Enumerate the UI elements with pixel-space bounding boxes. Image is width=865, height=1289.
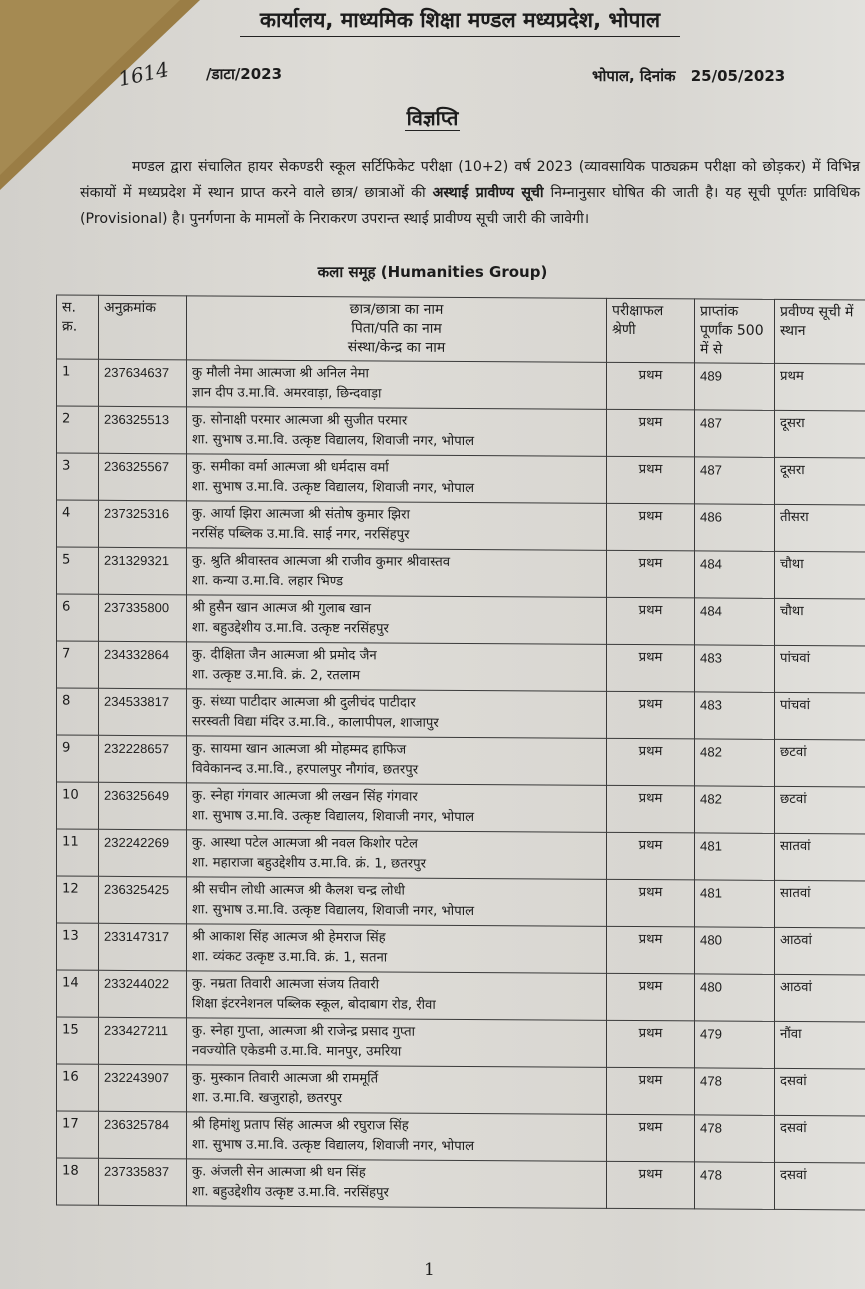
school-name: शिक्षा इंटरनेशनल पब्लिक स्कूल, बोदाबाग रोड, रीवा bbox=[192, 996, 436, 1013]
cell-grade: प्रथम bbox=[607, 691, 695, 739]
school-name: शा. सुभाष उ.मा.वि. उत्कृष्ट विद्यालय, शिवाजी नगर, भोपाल bbox=[192, 479, 475, 497]
cell-grade: प्रथम bbox=[607, 785, 695, 833]
cell-grade: प्रथम bbox=[607, 597, 695, 645]
school-name: सरस्वती विद्या मंदिर उ.मा.वि., कालापीपल, शाजापुर bbox=[192, 714, 439, 731]
cell-marks: 483 bbox=[695, 645, 775, 692]
table-row bbox=[57, 500, 865, 552]
cell-rank: छटवां bbox=[775, 786, 865, 834]
school-name: शा. उत्कृष्ट उ.मा.वि. क्रं. 2, रतलाम bbox=[192, 667, 361, 684]
header-name bbox=[187, 296, 607, 363]
cell-student bbox=[187, 689, 607, 739]
cell-marks: 481 bbox=[695, 880, 775, 927]
cell-student bbox=[187, 501, 607, 551]
header-roll: अनुक्रमांक bbox=[99, 295, 187, 360]
table-row bbox=[57, 923, 865, 975]
student-name: कु. सोनाक्षी परमार आत्मजा श्री सुजीत परमार bbox=[192, 412, 408, 429]
cell-student bbox=[187, 971, 607, 1021]
student-name: कु. दीक्षिता जैन आत्मजा श्री प्रमोद जैन bbox=[192, 647, 377, 664]
student-name: कु. मुस्कान तिवारी आत्मजा श्री राममूर्ति bbox=[192, 1070, 379, 1087]
cell-grade: प्रथम bbox=[607, 409, 695, 457]
cell-rank: पांचवां bbox=[775, 645, 865, 693]
school-name: शा. व्यंकट उत्कृष्ट उ.मा.वि. क्रं. 1, सतना bbox=[192, 949, 388, 966]
table-row bbox=[57, 453, 865, 505]
cell-student bbox=[187, 877, 607, 927]
cell-student bbox=[187, 360, 607, 410]
cell-student bbox=[187, 783, 607, 833]
cell-roll-number: 236325425 bbox=[99, 876, 187, 924]
school-name: शा. सुभाष उ.मा.वि. उत्कृष्ट विद्यालय, शिवाजी नगर, भोपाल bbox=[192, 902, 475, 920]
cell-marks: 478 bbox=[695, 1068, 775, 1115]
cell-grade: प्रथम bbox=[607, 1161, 695, 1209]
cell-marks: 482 bbox=[695, 786, 775, 833]
cell-grade: प्रथम bbox=[607, 1020, 695, 1068]
cell-sno: 7 bbox=[57, 641, 99, 688]
cell-rank: नौंवा bbox=[775, 1021, 865, 1069]
notice-title bbox=[0, 104, 865, 131]
school-name: नवज्योति एकेडमी उ.मा.वि. मानपुर, उमरिया bbox=[192, 1043, 402, 1060]
school-name: शा. महाराजा बहुउद्देशीय उ.मा.वि. क्रं. 1, छतरपुर bbox=[192, 855, 427, 872]
paragraph-bold-text: अस्थाई प्रावीण्य सूची bbox=[432, 185, 544, 201]
paragraph-text-2: निम्नानुसार घोषित की जाती है। यह सूची पूर्णतः प्राविधिक (Provisional) है। पुनर्गणना के मामलों के निराकरण उपरान्त स्थाई प्रावीण्य सूची जारी की जावेगी। bbox=[80, 185, 860, 227]
cell-roll-number: 234533817 bbox=[99, 688, 187, 736]
table-row bbox=[57, 876, 865, 928]
table-row bbox=[57, 594, 865, 646]
table-row bbox=[57, 735, 865, 787]
school-name: शा. बहुउद्देशीय उत्कृष्ट उ.मा.वि. नरसिंहपुर bbox=[192, 1184, 389, 1201]
cell-rank: पांचवां bbox=[775, 692, 865, 740]
table-row bbox=[57, 829, 865, 881]
student-name: कु. आर्या झिरा आत्मजा श्री संतोष कुमार झिरा bbox=[192, 506, 410, 523]
table-header-row bbox=[57, 295, 865, 364]
cell-grade: प्रथम bbox=[607, 738, 695, 786]
cell-grade: प्रथम bbox=[607, 644, 695, 692]
cell-marks: 480 bbox=[695, 974, 775, 1021]
cell-student bbox=[187, 595, 607, 645]
cell-grade: प्रथम bbox=[607, 879, 695, 927]
office-title: कार्यालय, माध्यमिक शिक्षा मण्डल मध्यप्रदेश, भोपाल bbox=[240, 6, 680, 37]
cell-grade: प्रथम bbox=[607, 926, 695, 974]
cell-sno: 2 bbox=[57, 406, 99, 453]
cell-rank: दसवां bbox=[775, 1115, 865, 1163]
cell-sno: 14 bbox=[57, 970, 99, 1017]
cell-sno: 5 bbox=[57, 547, 99, 594]
cell-roll-number: 236325784 bbox=[99, 1111, 187, 1159]
notice-paragraph bbox=[80, 154, 860, 232]
cell-grade: प्रथम bbox=[607, 973, 695, 1021]
cell-student bbox=[187, 736, 607, 786]
cell-student bbox=[187, 548, 607, 598]
cell-grade: प्रथम bbox=[607, 362, 695, 410]
cell-marks: 484 bbox=[695, 551, 775, 598]
cell-marks: 486 bbox=[695, 504, 775, 551]
cell-marks: 482 bbox=[695, 739, 775, 786]
cell-rank: आठवां bbox=[775, 974, 865, 1022]
cell-rank: दसवां bbox=[775, 1162, 865, 1210]
handwritten-reference: 1614 bbox=[116, 56, 171, 92]
cell-sno: 17 bbox=[57, 1111, 99, 1158]
student-name: श्री हिमांशु प्रताप सिंह आत्मज श्री रघुराज सिंह bbox=[192, 1117, 409, 1134]
cell-sno: 8 bbox=[57, 688, 99, 735]
cell-student bbox=[187, 1018, 607, 1068]
cell-roll-number: 236325649 bbox=[99, 782, 187, 830]
table-row bbox=[57, 1111, 865, 1163]
table-row bbox=[57, 406, 865, 458]
cell-sno: 1 bbox=[57, 359, 99, 406]
table-row bbox=[57, 641, 865, 693]
cell-sno: 3 bbox=[57, 453, 99, 500]
cell-student bbox=[187, 407, 607, 457]
cell-marks: 487 bbox=[695, 410, 775, 457]
cell-marks: 483 bbox=[695, 692, 775, 739]
cell-roll-number: 231329321 bbox=[99, 547, 187, 595]
table-row bbox=[57, 1064, 865, 1116]
folded-corner-shadow bbox=[0, 0, 180, 175]
cell-sno: 4 bbox=[57, 500, 99, 547]
header-marks: प्राप्तांक पूर्णांक 500 में से bbox=[695, 299, 775, 363]
cell-student bbox=[187, 1159, 607, 1209]
cell-marks: 478 bbox=[695, 1115, 775, 1162]
school-name: नरसिंह पब्लिक उ.मा.वि. साई नगर, नरसिंहपुर bbox=[192, 526, 410, 543]
group-title: कला समूह (Humanities Group) bbox=[317, 263, 548, 281]
table-row bbox=[57, 547, 865, 599]
cell-sno: 10 bbox=[57, 782, 99, 829]
cell-marks: 479 bbox=[695, 1021, 775, 1068]
cell-rank: छटवां bbox=[775, 739, 865, 787]
student-name: श्री सचीन लोधी आत्मज श्री कैलश चन्द्र लोधी bbox=[192, 882, 405, 899]
student-name: कु. स्नेहा गुप्ता, आत्मजा श्री राजेन्द्र प्रसाद गुप्ता bbox=[192, 1023, 415, 1040]
cell-roll-number: 237325316 bbox=[99, 500, 187, 548]
cell-grade: प्रथम bbox=[607, 456, 695, 504]
place-date-label: भोपाल, दिनांक bbox=[592, 67, 676, 85]
cell-marks: 480 bbox=[695, 927, 775, 974]
cell-roll-number: 232243907 bbox=[99, 1064, 187, 1112]
table-row bbox=[57, 1017, 865, 1069]
cell-roll-number: 237634637 bbox=[99, 359, 187, 407]
cell-sno: 18 bbox=[57, 1158, 99, 1205]
cell-grade: प्रथम bbox=[607, 1067, 695, 1115]
cell-sno: 6 bbox=[57, 594, 99, 641]
school-name: शा. सुभाष उ.मा.वि. उत्कृष्ट विद्यालय, शिवाजी नगर, भोपाल bbox=[192, 808, 475, 826]
student-name: कु. समीका वर्मा आत्मजा श्री धर्मदास वर्मा bbox=[192, 459, 389, 476]
cell-rank: प्रथम bbox=[775, 363, 865, 411]
cell-student bbox=[187, 924, 607, 974]
cell-rank: दूसरा bbox=[775, 457, 865, 505]
cell-sno: 12 bbox=[57, 876, 99, 923]
reference-number: /डाटा/2023 bbox=[206, 65, 283, 83]
cell-student bbox=[187, 642, 607, 692]
cell-rank: चौथा bbox=[775, 551, 865, 599]
cell-rank: दूसरा bbox=[775, 410, 865, 458]
cell-marks: 487 bbox=[695, 457, 775, 504]
student-name: कु मौली नेमा आत्मजा श्री अनिल नेमा bbox=[192, 365, 369, 382]
table-row bbox=[57, 1158, 865, 1210]
cell-grade: प्रथम bbox=[607, 550, 695, 598]
cell-roll-number: 233244022 bbox=[99, 970, 187, 1018]
student-name: कु. अंजली सेन आत्मजा श्री धन सिंह bbox=[192, 1164, 366, 1181]
school-name: शा. कन्या उ.मा.वि. लहार भिण्ड bbox=[192, 573, 344, 590]
cell-sno: 11 bbox=[57, 829, 99, 876]
place-date bbox=[592, 66, 785, 86]
cell-student bbox=[187, 1065, 607, 1115]
notice-title-text: विज्ञप्ति bbox=[406, 106, 459, 130]
student-name: कु. स्नेहा गंगवार आत्मजा श्री लखन सिंह गंगवार bbox=[192, 788, 418, 805]
cell-student bbox=[187, 454, 607, 504]
cell-grade: प्रथम bbox=[607, 1114, 695, 1162]
cell-sno: 9 bbox=[57, 735, 99, 782]
page-number: 1 bbox=[424, 1260, 435, 1280]
school-name: शा. सुभाष उ.मा.वि. उत्कृष्ट विद्यालय, शिवाजी नगर, भोपाल bbox=[192, 1137, 475, 1155]
cell-sno: 13 bbox=[57, 923, 99, 970]
cell-roll-number: 233147317 bbox=[99, 923, 187, 971]
cell-marks: 481 bbox=[695, 833, 775, 880]
student-name: श्री हुसैन खान आत्मज श्री गुलाब खान bbox=[192, 600, 372, 617]
cell-roll-number: 236325567 bbox=[99, 453, 187, 501]
cell-grade: प्रथम bbox=[607, 503, 695, 551]
school-name: शा. उ.मा.वि. खजुराहो, छतरपुर bbox=[192, 1090, 343, 1107]
cell-roll-number: 236325513 bbox=[99, 406, 187, 454]
school-name: शा. बहुउद्देशीय उ.मा.वि. उत्कृष्ट नरसिंहपुर bbox=[192, 620, 389, 637]
merit-list-table bbox=[56, 295, 865, 1211]
cell-student bbox=[187, 830, 607, 880]
table-row bbox=[57, 782, 865, 834]
cell-grade: प्रथम bbox=[607, 832, 695, 880]
school-name: शा. सुभाष उ.मा.वि. उत्कृष्ट विद्यालय, शिवाजी नगर, भोपाल bbox=[192, 432, 475, 450]
cell-marks: 489 bbox=[695, 363, 775, 410]
table-row bbox=[57, 970, 865, 1022]
school-name: विवेकानन्द उ.मा.वि., हरपालपुर नौगांव, छतरपुर bbox=[192, 761, 419, 778]
header-name-line3: संस्था/केन्द्र का नाम bbox=[347, 339, 446, 356]
table-row bbox=[57, 359, 865, 411]
cell-sno: 15 bbox=[57, 1017, 99, 1064]
cell-student bbox=[187, 1112, 607, 1162]
cell-rank: सातवां bbox=[775, 880, 865, 928]
student-name: कु. संध्या पाटीदार आत्मजा श्री दुलीचंद पाटीदार bbox=[192, 694, 416, 711]
header-name-line2: पिता/पति का नाम bbox=[351, 320, 442, 337]
student-name: श्री आकाश सिंह आत्मज श्री हेमराज सिंह bbox=[192, 929, 386, 946]
cell-roll-number: 233427211 bbox=[99, 1017, 187, 1065]
cell-rank: दसवां bbox=[775, 1068, 865, 1116]
cell-roll-number: 234332864 bbox=[99, 641, 187, 689]
cell-roll-number: 237335837 bbox=[99, 1158, 187, 1206]
student-name: कु. आस्था पटेल आत्मजा श्री नवल किशोर पटेल bbox=[192, 835, 418, 852]
header-rank: प्रवीण्य सूची में स्थान bbox=[775, 299, 865, 364]
cell-sno: 16 bbox=[57, 1064, 99, 1111]
header-name-line1: छात्र/छात्रा का नाम bbox=[349, 301, 444, 318]
cell-roll-number: 232242269 bbox=[99, 829, 187, 877]
cell-rank: आठवां bbox=[775, 927, 865, 975]
school-name: ज्ञान दीप उ.मा.वि. अमरवाड़ा, छिन्दवाड़ा bbox=[192, 385, 382, 402]
paragraph-text-1: मण्डल द्वारा संचालित हायर सेकण्डरी स्कूल सर्टिफिकेट परीक्षा (10+2) वर्ष 2023 (व्यावसायिक पाठ्यक्रम परीक्षा को छोड़कर) में विभिन्न संकायों में मध्यप्रदेश में स्थान प्राप्त करने वाले छात्र/ छात्राओं की bbox=[80, 159, 860, 201]
header-grade: परीक्षाफल श्रेणी bbox=[607, 298, 695, 363]
cell-roll-number: 237335800 bbox=[99, 594, 187, 642]
cell-rank: तीसरा bbox=[775, 504, 865, 552]
issue-date: 25/05/2023 bbox=[690, 67, 786, 85]
cell-rank: सातवां bbox=[775, 833, 865, 881]
header-sno: स. क्र. bbox=[57, 295, 99, 359]
student-name: कु. श्रुति श्रीवास्तव आत्मजा श्री राजीव कुमार श्रीवास्तव bbox=[192, 553, 451, 570]
cell-roll-number: 232228657 bbox=[99, 735, 187, 783]
student-name: कु. नम्रता तिवारी आत्मजा संजय तिवारी bbox=[192, 976, 380, 993]
cell-marks: 484 bbox=[695, 598, 775, 645]
student-name: कु. सायमा खान आत्मजा श्री मोहम्मद हाफिज bbox=[192, 741, 407, 758]
table-row bbox=[57, 688, 865, 740]
cell-marks: 478 bbox=[695, 1162, 775, 1209]
cell-rank: चौथा bbox=[775, 598, 865, 646]
